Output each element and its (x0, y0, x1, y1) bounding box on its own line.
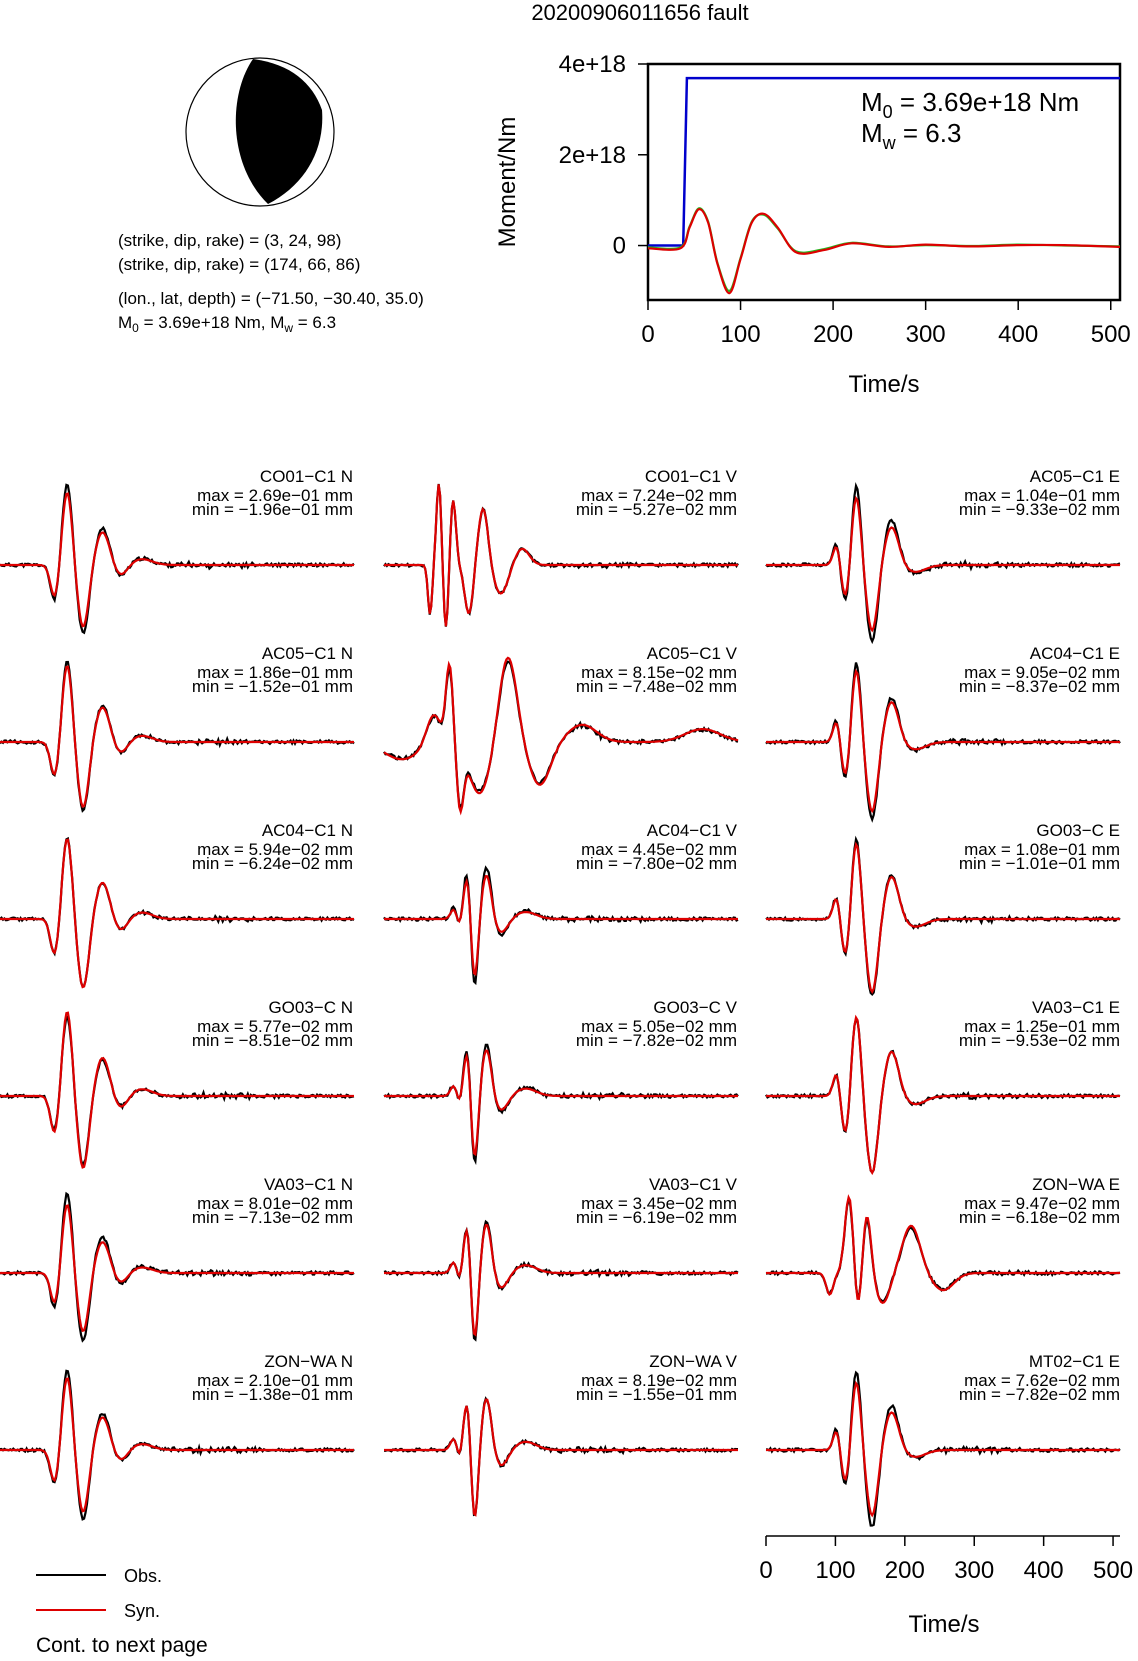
synthetic-trace (384, 1225, 738, 1334)
waveform-xtick-label: 200 (884, 1557, 925, 1584)
waveform-time-axis (759, 1536, 1133, 1638)
station-label: VA03−C1 V (648, 1175, 737, 1194)
waveform-panel (0, 644, 354, 811)
moment-magnitude-line: $M_0 = 3.69e+18$ Nm, $M_w = 6.3$ (118, 313, 337, 335)
legend (36, 1566, 162, 1621)
min-amplitude-label: min = −7.80e−02 mm (575, 854, 737, 873)
moment-ytick-label: 0 (612, 232, 626, 260)
stf-red-line (648, 209, 1120, 293)
moment-xtick-label: 500 (1090, 321, 1131, 348)
waveform-xtick-label: 400 (1023, 1557, 1064, 1584)
mechanism-plane-1: (strike, dip, rake) = (3, 24, 98) (118, 231, 342, 250)
waveform-panel (766, 644, 1120, 820)
moment-xtick-label: 200 (813, 321, 854, 348)
station-label: AC05−C1 V (646, 644, 737, 663)
waveform-panel (384, 1352, 738, 1515)
mechanism-plane-2: (strike, dip, rake) = (174, 66, 86) (118, 255, 361, 274)
legend-syn-label: Syn. (124, 1601, 161, 1621)
max-amplitude-label: max = 2.10e−01 mm (197, 1371, 353, 1390)
waveform-panel (384, 998, 738, 1161)
min-amplitude-label: min = −1.38e−01 mm (191, 1385, 353, 1404)
station-label: VA03−C1 E (1031, 998, 1120, 1017)
waveform-panel (384, 467, 738, 627)
waveform-xtick-label: 500 (1093, 1557, 1134, 1584)
waveform-xtick-label: 300 (954, 1557, 995, 1584)
station-label: AC05−C1 E (1029, 467, 1120, 486)
observed-trace (384, 1045, 738, 1161)
waveform-panel (766, 1175, 1120, 1303)
synthetic-trace (384, 876, 738, 974)
moment-xlabel: Time/s (848, 371, 920, 398)
waveform-panel (766, 821, 1120, 994)
waveform-panel (384, 1175, 738, 1339)
min-amplitude-label: min = −6.18e−02 mm (958, 1208, 1120, 1227)
mechanism-text (118, 231, 424, 335)
moment-ytick-label: 4e+18 (558, 51, 626, 78)
station-label: AC04−C1 E (1029, 644, 1120, 663)
moment-annotation-m0: $M_0 = 3.69e+18$ Nm (861, 87, 1080, 122)
min-amplitude-label: min = −1.52e−01 mm (191, 677, 353, 696)
waveform-xtick-label: 0 (759, 1557, 773, 1584)
observed-trace (384, 1222, 738, 1340)
waveform-panel (766, 467, 1120, 641)
max-amplitude-label: max = 9.47e−02 mm (964, 1194, 1120, 1213)
station-label: CO01−C1 N (259, 467, 353, 486)
synthetic-trace (384, 1400, 738, 1515)
min-amplitude-label: min = −7.82e−02 mm (575, 1031, 737, 1050)
min-amplitude-label: min = −8.51e−02 mm (191, 1031, 353, 1050)
max-amplitude-label: max = 2.69e−01 mm (197, 486, 353, 505)
station-label: GO03−C E (1036, 821, 1120, 840)
synthetic-trace (384, 1051, 738, 1155)
station-label: AC05−C1 N (261, 644, 353, 663)
max-amplitude-label: max = 7.62e−02 mm (964, 1371, 1120, 1390)
min-amplitude-label: min = −1.01e−01 mm (958, 854, 1120, 873)
max-amplitude-label: max = 1.08e−01 mm (964, 840, 1120, 859)
min-amplitude-label: min = −6.24e−02 mm (191, 854, 353, 873)
min-amplitude-label: min = −6.19e−02 mm (575, 1208, 737, 1227)
waveform-panel (384, 821, 738, 983)
min-amplitude-label: min = −7.13e−02 mm (191, 1208, 353, 1227)
figure-title: 20200906011656 fault (531, 0, 749, 25)
station-label: VA03−C1 N (264, 1175, 353, 1194)
moment-ytick-label: 2e+18 (558, 141, 626, 169)
min-amplitude-label: min = −1.55e−01 mm (575, 1385, 737, 1404)
max-amplitude-label: max = 1.04e−01 mm (964, 486, 1120, 505)
station-label: AC04−C1 V (646, 821, 737, 840)
waveform-panel (0, 1352, 354, 1519)
station-label: ZON−WA V (649, 1352, 737, 1371)
min-amplitude-label: min = −7.82e−02 mm (958, 1385, 1120, 1404)
waveform-panel (766, 1352, 1120, 1526)
waveform-grid (0, 467, 1120, 1526)
station-label: MT02−C1 E (1028, 1352, 1120, 1371)
max-amplitude-label: max = 8.19e−02 mm (581, 1371, 737, 1390)
moment-xtick-label: 300 (905, 321, 946, 348)
max-amplitude-label: max = 1.25e−01 mm (964, 1017, 1120, 1036)
observed-trace (384, 1399, 738, 1515)
station-label: ZON−WA E (1032, 1175, 1120, 1194)
min-amplitude-label: min = −7.48e−02 mm (575, 677, 737, 696)
moment-rate-chart (494, 51, 1131, 398)
waveform-xlabel: Time/s (908, 1611, 980, 1638)
legend-obs-label: Obs. (124, 1566, 163, 1586)
observed-trace (384, 868, 738, 983)
continuation-note: Cont. to next page (36, 1634, 208, 1657)
waveform-panel (384, 644, 738, 812)
station-label: GO03−C N (268, 998, 353, 1017)
max-amplitude-label: max = 5.05e−02 mm (581, 1017, 737, 1036)
min-amplitude-label: min = −9.53e−02 mm (958, 1031, 1120, 1050)
max-amplitude-label: max = 3.45e−02 mm (581, 1194, 737, 1213)
waveform-panel (0, 1175, 354, 1341)
min-amplitude-label: min = −1.96e−01 mm (191, 500, 353, 519)
min-amplitude-label: min = −9.33e−02 mm (958, 500, 1120, 519)
max-amplitude-label: max = 8.15e−02 mm (581, 663, 737, 682)
moment-xtick-label: 0 (641, 321, 655, 348)
waveform-panel (0, 821, 354, 987)
min-amplitude-label: min = −8.37e−02 mm (958, 677, 1120, 696)
moment-annotation-mw: $M_w = 6.3$ (861, 118, 962, 153)
waveform-panel (0, 998, 354, 1167)
moment-ylabel: Moment/Nm (494, 116, 521, 248)
max-amplitude-label: max = 8.01e−02 mm (197, 1194, 353, 1213)
station-label: CO01−C1 V (644, 467, 737, 486)
max-amplitude-label: max = 9.05e−02 mm (964, 663, 1120, 682)
waveform-panel (0, 467, 354, 633)
min-amplitude-label: min = −5.27e−02 mm (575, 500, 737, 519)
moment-xtick-label: 100 (720, 321, 761, 348)
max-amplitude-label: max = 5.77e−02 mm (197, 1017, 353, 1036)
max-amplitude-label: max = 1.86e−01 mm (197, 663, 353, 682)
stf-green-line (648, 208, 1120, 291)
station-label: AC04−C1 N (261, 821, 353, 840)
max-amplitude-label: max = 5.94e−02 mm (197, 840, 353, 859)
waveform-panel (766, 998, 1120, 1173)
moment-xtick-label: 400 (998, 321, 1039, 348)
hypocenter-line: (lon., lat, depth) = (−71.50, −30.40, 35.0) (118, 289, 424, 308)
beachball (186, 58, 334, 206)
station-label: GO03−C V (653, 998, 737, 1017)
max-amplitude-label: max = 7.24e−02 mm (581, 486, 737, 505)
station-label: ZON−WA N (264, 1352, 353, 1371)
max-amplitude-label: max = 4.45e−02 mm (581, 840, 737, 859)
waveform-xtick-label: 100 (815, 1557, 856, 1584)
